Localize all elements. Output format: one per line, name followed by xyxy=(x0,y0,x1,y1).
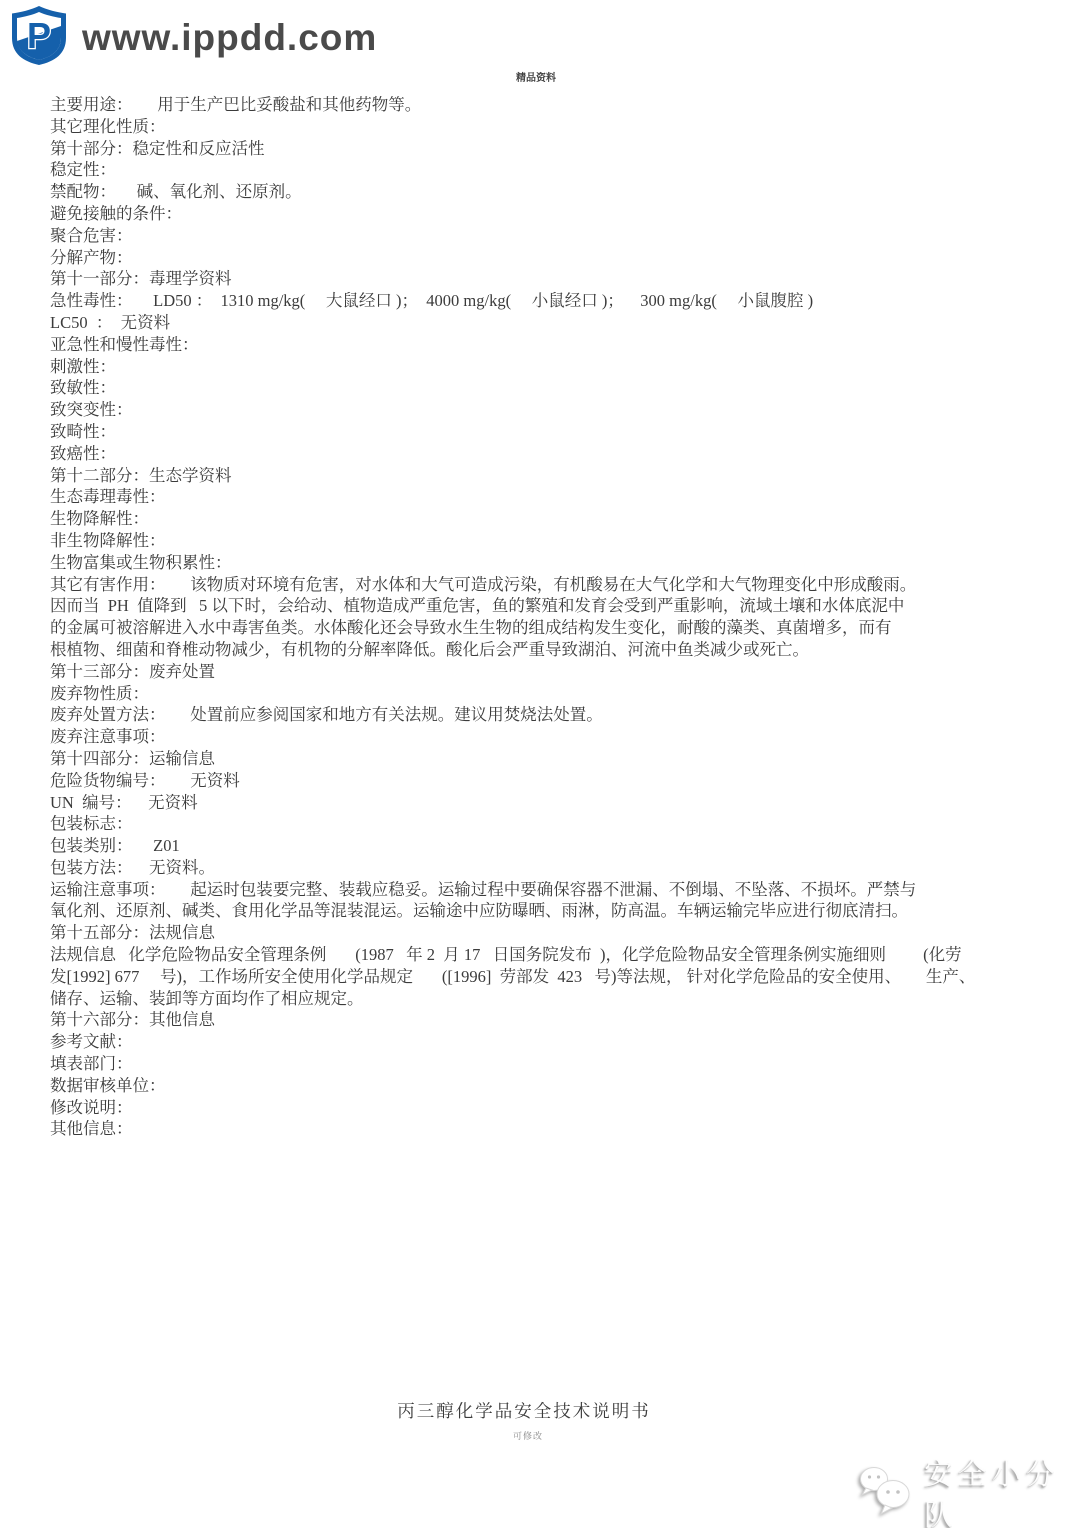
doc-line: 因而当 PH 值降到 5 以下时，会给动、植物造成严重危害，鱼的繁殖和发育会受到严重影响，流域土壤和水体底泥中 xyxy=(50,596,905,616)
doc-line: 根植物、细菌和脊椎动物减少，有机物的分解率降低。酸化后会严重导致湖泊、河流中鱼类减少或死亡。 xyxy=(50,639,809,659)
doc-line: 第十六部分：其他信息 xyxy=(50,1010,215,1030)
watermark xyxy=(858,1452,1080,1528)
doc-line: 包装标志： xyxy=(50,814,133,834)
doc-line: 禁配物： 碱、氧化剂、还原剂。 xyxy=(50,182,302,202)
doc-line: 危险货物编号： 无资料 xyxy=(50,770,240,790)
doc-line: 数据审核单位： xyxy=(50,1075,166,1095)
doc-line: UN 编号： 无资料 xyxy=(50,792,198,812)
doc-line: 第十四部分：运输信息 xyxy=(50,748,215,768)
doc-line: 其他信息： xyxy=(50,1119,133,1139)
doc-line: 第十二部分：生态学资料 xyxy=(50,465,232,485)
document-title: 丙三醇化学品安全技术说明书 xyxy=(397,1401,651,1421)
doc-line: 致突变性： xyxy=(50,400,133,420)
site-logo[interactable] xyxy=(10,5,377,70)
doc-line: 聚合危害： xyxy=(50,225,133,245)
doc-line: 非生物降解性： xyxy=(50,530,166,550)
doc-line: 急性毒性： LD50 ： 1310 mg/kg( 大鼠经口 )； 4000 mg/kg( 小鼠经口 )； 300 mg/kg( 小鼠腹腔 ) xyxy=(50,291,814,311)
doc-line: 第十五部分：法规信息 xyxy=(50,923,215,943)
doc-line: 亚急性和慢性毒性： xyxy=(50,334,199,354)
doc-line: 其它有害作用： 该物质对环境有危害，对水体和大气可造成污染，有机酸易在大气化学和大气物理变化中形成酸雨。 xyxy=(50,574,917,594)
doc-line: 生物降解性： xyxy=(50,509,149,529)
doc-line: 致畸性： xyxy=(50,421,116,441)
doc-line: 储存、运输、装卸等方面均作了相应规定。 xyxy=(50,988,364,1008)
shield-p-logo-icon xyxy=(10,5,68,70)
doc-line: 主要用途： 用于生产巴比妥酸盐和其他药物等。 xyxy=(50,95,422,114)
logo-letter: P xyxy=(26,15,52,56)
doc-line: 生态毒理毒性： xyxy=(50,487,166,507)
site-url[interactable]: www.ippdd.com xyxy=(82,16,378,58)
doc-line: 致癌性： xyxy=(50,443,116,463)
doc-line: 第十三部分：废弃处置 xyxy=(50,661,215,681)
doc-line: 参考文献： xyxy=(50,1032,133,1052)
doc-line: 避免接触的条件： xyxy=(50,203,182,223)
doc-line: 填表部门： xyxy=(50,1054,133,1074)
doc-line: 氧化剂、还原剂、碱类、食用化学品等混装混运。运输途中应防曝晒、雨淋，防高温。车辆运输完毕应进行彻底清扫。 xyxy=(50,901,908,921)
doc-line: 包装方法： 无资料。 xyxy=(50,857,215,877)
doc-line: 其它理化性质： xyxy=(50,116,166,136)
doc-line: 第十部分：稳定性和反应活性 xyxy=(50,138,265,158)
doc-line: 法规信息 化学危险物品安全管理条例 (1987 年 2 月 17 日国务院发布 )，化学危险物品安全管理条例实施细则 (化劳 xyxy=(50,945,962,965)
doc-line: 第十一部分：毒理学资料 xyxy=(50,269,232,289)
document-body xyxy=(50,94,1065,1140)
doc-line: 废弃物性质： xyxy=(50,683,149,703)
doc-line: 修改说明： xyxy=(50,1097,133,1117)
doc-line: 分解产物： xyxy=(50,247,133,267)
doc-line: 生物富集或生物积累性： xyxy=(50,552,232,572)
watermark-label: 安全小分队 xyxy=(924,1459,1061,1528)
doc-line: 运输注意事项： 起运时包装要完整、装载应稳妥。运输过程中要确保容器不泄漏、不倒塌、不坠落、不损坏。严禁与 xyxy=(50,879,917,899)
doc-line: 稳定性： xyxy=(50,160,116,180)
doc-line: 刺激性： xyxy=(50,356,116,376)
doc-line: 致敏性： xyxy=(50,378,116,398)
doc-line: 发[1992] 677 号)，工作场所安全使用化学品规定 ([1996] 劳部发 423 号)等法规， 针对化学危险品的安全使用、 生产、 xyxy=(50,966,976,986)
chat-bubbles-icon xyxy=(858,1465,914,1522)
doc-line: LC50 ： 无资料 xyxy=(50,312,171,332)
page-tagline: 精品资料 xyxy=(516,73,556,84)
editable-note: 可修改 xyxy=(512,1431,543,1441)
doc-line: 的金属可被溶解进入水中毒害鱼类。水体酸化还会导致水生生物的组成结构发生变化，耐酸的藻类、真菌增多，而有 xyxy=(50,618,892,638)
doc-line: 废弃处置方法： 处置前应参阅国家和地方有关法规。建议用焚烧法处置。 xyxy=(50,705,603,725)
doc-line: 包装类别： Z01 xyxy=(50,836,180,856)
doc-line: 废弃注意事项： xyxy=(50,727,166,747)
